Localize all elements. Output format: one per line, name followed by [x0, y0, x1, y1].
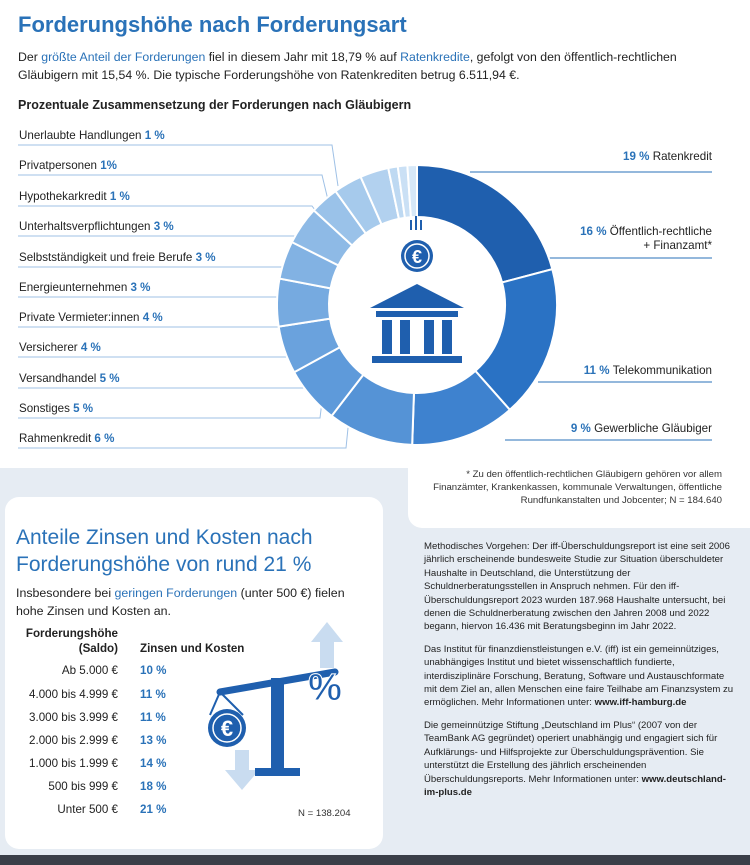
slice-label: Unerlaubte Handlungen 1 %	[19, 129, 165, 142]
donut-slice	[417, 165, 552, 282]
slice-label: Privatpersonen 1%	[19, 159, 117, 172]
slice-label: Sonstiges 5 %	[19, 402, 94, 415]
page-title: Forderungshöhe nach Forderungsart	[18, 12, 407, 37]
svg-text:€: €	[220, 716, 234, 741]
bank-building-icon	[370, 216, 464, 363]
table-row-value: 13 %	[140, 734, 167, 747]
table-row-range: Unter 500 €	[57, 803, 118, 816]
table-row-value: 10 %	[140, 664, 167, 677]
table-row-range: 4.000 bis 4.999 €	[29, 688, 118, 701]
donut-chart	[272, 160, 562, 455]
balance-scale-icon	[205, 620, 355, 795]
slice-label: Rahmenkredit 6 %	[19, 432, 115, 445]
table-row-range: 3.000 bis 3.999 €	[29, 711, 118, 724]
table-row-range: 2.000 bis 2.999 €	[29, 734, 118, 747]
table-row-range: 500 bis 999 €	[48, 780, 118, 793]
slice-label: Versicherer 4 %	[19, 341, 101, 354]
table-row-value: 21 %	[140, 803, 167, 816]
slice-label: Versandhandel 5 %	[19, 372, 120, 385]
svg-text:€: €	[411, 247, 423, 267]
intro-text: Der größte Anteil der Forderungen fiel in diesem Jahr mit 18,79 % auf Ratenkredite, gefolgt von den öffentlich-rechtlichen Gläubigern mit 15,54 %. Die typische Forderungshöhe von Ratenkrediten betrug 6.511,94 €.	[18, 50, 677, 82]
svg-text:%: %	[308, 667, 342, 709]
slice-label: 19 % Ratenkredit	[623, 150, 712, 163]
slice-label: Selbstständigkeit und freie Berufe 3 %	[19, 251, 216, 264]
slice-label: Hypothekarkredit 1 %	[19, 190, 130, 203]
slice-label: Energieunternehmen 3 %	[19, 281, 151, 294]
bottom-bar	[0, 855, 750, 865]
iff-link[interactable]: www.iff-hamburg.de	[594, 697, 687, 709]
table-row-range: Ab 5.000 €	[61, 664, 118, 677]
sample-size: N = 138.204	[298, 808, 351, 819]
footnote: * Zu den öffentlich-rechtlichen Gläubigern gehören vor allem Finanzämter, Krankenkassen, kommunale Verwaltungen, öffentliche Rundfunkanstalten und Jobcenter; N = 184.640	[433, 469, 722, 506]
iff-paragraph: Das Institut für finanzdienstleistungen e.V. (iff) ist ein gemeinnütziges, unabhängiges Institut und bietet wissenschaftlich fundierte, interdisziplinäre Forschung, Beratung, Software und Austauschformate mit dem Ziel an, allen Menschen eine faire Teilhabe am Finanzsystem zu ermöglichen. Mehr Informationen unter: www.iff-hamburg.de	[424, 643, 734, 709]
chart-title: Prozentuale Zusammensetzung der Forderungen nach Gläubigern	[18, 98, 412, 112]
table-row-value: 14 %	[140, 757, 167, 770]
table-row-value: 11 %	[140, 711, 166, 724]
foundation-paragraph: Die gemeinnützige Stiftung „Deutschland im Plus“ (2007 von der TeamBank AG gegründet) operiert unabhängig und engagiert sich für Aufklärungs- und Hilfsprojekte zur Überschuldungsprävention. Sie unterstützt die Erstellung des jährlich erscheinenden Überschuldungsreports. Mehr Informationen unter: www.deutschland-im-plus.de	[424, 719, 726, 798]
column-header-amount: Forderungshöhe (Saldo)	[25, 627, 118, 655]
column-header-interest: Zinsen und Kosten	[140, 642, 245, 655]
foundation-link[interactable]: www.deutschland-im-plus.de	[424, 773, 726, 798]
slice-label: 16 % Öffentlich-rechtliche + Finanzamt*	[580, 225, 712, 252]
method-paragraph: Methodisches Vorgehen: Der iff-Überschuldungsreport ist eine seit 2006 jährlich erscheinende bundesweite Studie zur Situation überschuldeter Haushalte in Deutschland, die Unterstützung der Schuldnerberatungsstellen in Anspruch nehmen. Für den iff-Überschuldungsreport 2023 wurden 187.968 Haushalte untersucht, bei denen die Schuldnerberatung zwischen den Jahren 2008 und 2022 begann, hiervon 16.436 mit Beratungsbeginn im Jahr 2022.	[424, 541, 730, 633]
table-row-value: 11 %	[140, 688, 166, 701]
slice-label: 9 % Gewerbliche Gläubiger	[570, 422, 712, 435]
slice-label: Unterhaltsverpflichtungen 3 %	[19, 220, 174, 233]
slice-label: 11 % Telekommunikation	[583, 364, 712, 377]
section2-title: Anteile Zinsen und Kosten nach Forderungshöhe von rund 21 %	[16, 526, 313, 576]
slice-label: Private Vermieter:innen 4 %	[19, 311, 163, 324]
table-row-range: 1.000 bis 1.999 €	[29, 757, 118, 770]
section2-text: Insbesondere bei geringen Forderungen (unter 500 €) fielen hohe Zinsen und Kosten an.	[16, 586, 345, 618]
method-text	[424, 540, 734, 808]
table-row-value: 18 %	[140, 780, 167, 793]
